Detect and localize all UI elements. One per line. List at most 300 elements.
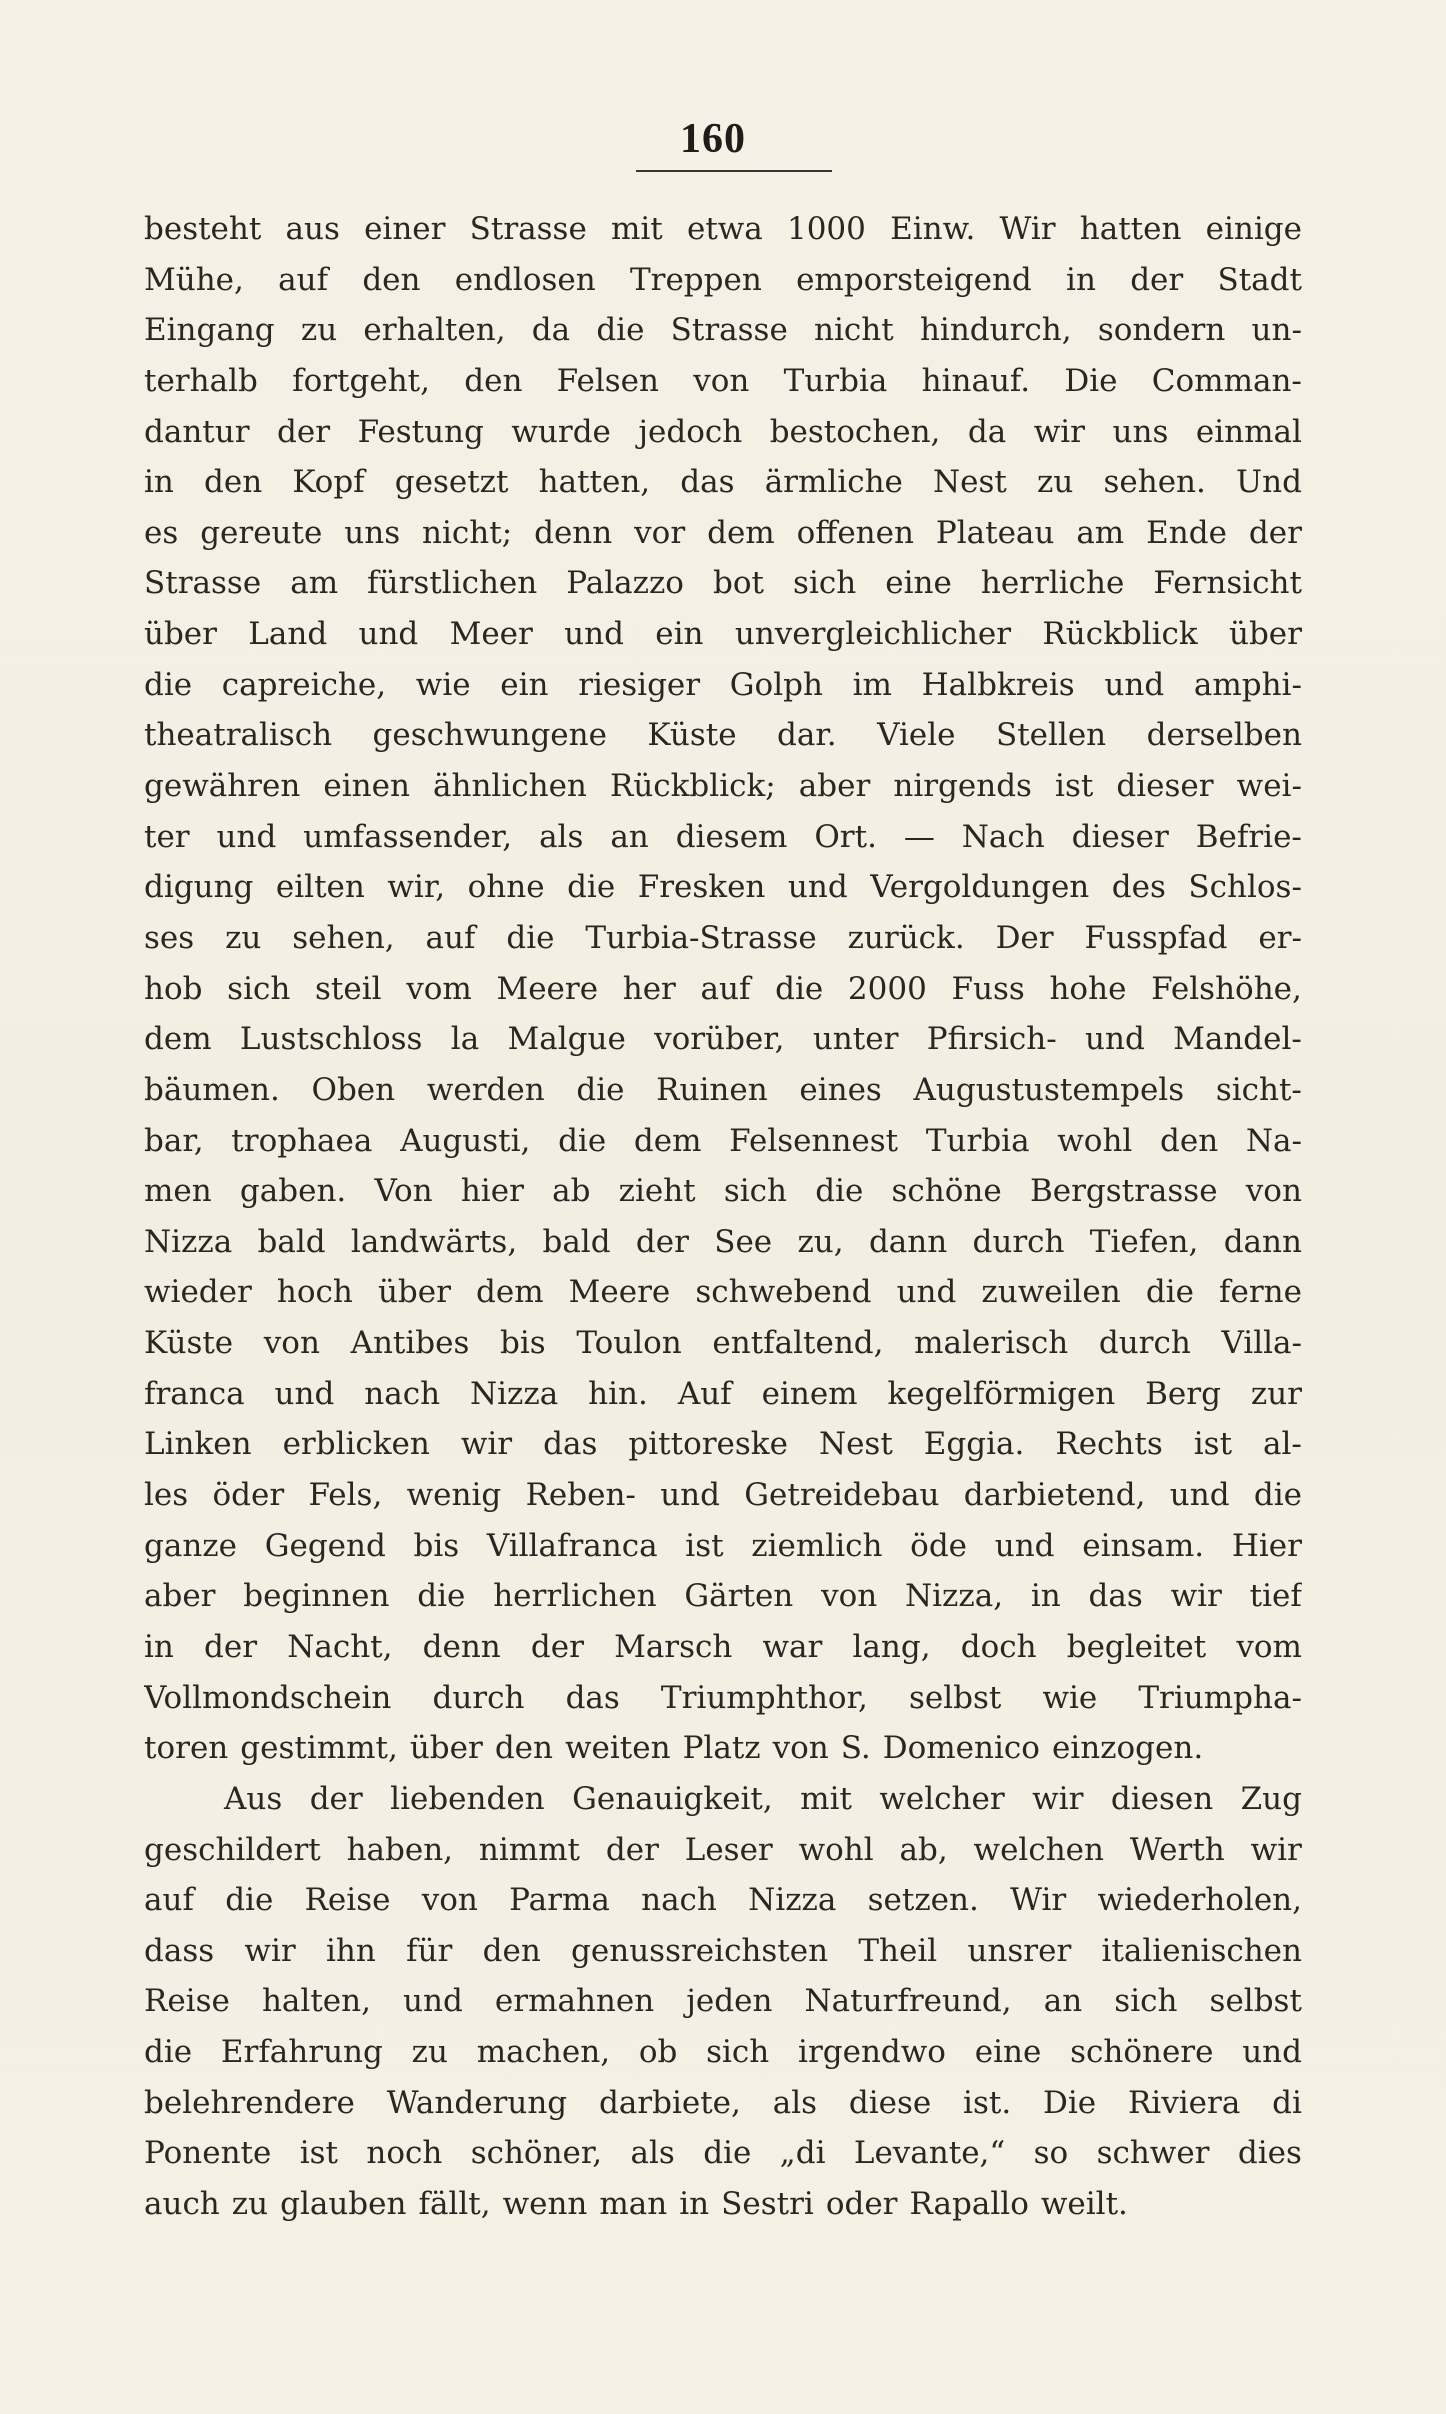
word: Turbia — [783, 362, 888, 399]
word: bald — [257, 1223, 326, 1260]
word: über — [1229, 616, 1302, 653]
text-line — [144, 305, 1302, 356]
word: sich — [706, 2034, 770, 2071]
word: bestochen, — [769, 413, 941, 450]
word: einige — [1205, 211, 1302, 247]
word: nach — [364, 1375, 441, 1412]
word: irgendwo — [798, 2034, 946, 2071]
word: von — [772, 1730, 829, 1767]
word: und — [1104, 666, 1165, 703]
page-number: 160 — [680, 116, 746, 162]
word: trophaea — [231, 1122, 373, 1159]
word: ein — [500, 666, 549, 703]
word: digung — [144, 869, 254, 906]
word: zu — [1037, 464, 1074, 501]
word: Bergstrasse — [1029, 1173, 1218, 1210]
word: zuweilen — [981, 1274, 1121, 1311]
text-line — [144, 1976, 1302, 2027]
word: Und — [1236, 464, 1302, 501]
word: ab, — [899, 1831, 948, 1868]
word: 2000 — [847, 970, 927, 1007]
word: das — [680, 464, 735, 501]
word: war — [762, 1628, 823, 1665]
word: Nizza — [470, 1375, 559, 1412]
word: die — [596, 312, 645, 349]
word: Genauigkeit, — [572, 1780, 773, 1817]
word: noch — [366, 2135, 443, 2172]
word: endlosen — [454, 261, 596, 298]
word: wenig — [406, 1477, 502, 1514]
word: in — [144, 1628, 174, 1665]
word: geschildert — [144, 1831, 321, 1868]
word: wir — [460, 1426, 513, 1463]
word: wir — [1170, 1578, 1222, 1615]
word: Erfahrung — [220, 2034, 383, 2071]
word: Ponente — [144, 2135, 272, 2172]
word: dass — [144, 1932, 215, 1969]
word: Platz — [682, 1730, 761, 1767]
word: nimmt — [478, 1831, 581, 1868]
word: er- — [1258, 919, 1302, 956]
text-line — [144, 457, 1302, 508]
word: Die — [1043, 2084, 1097, 2121]
word: auch — [144, 2185, 220, 2222]
word: von — [821, 1578, 878, 1615]
text-line — [144, 862, 1302, 913]
word: Land — [248, 616, 328, 653]
word: dieser — [1116, 768, 1214, 805]
word: aber — [144, 1578, 216, 1615]
text-line — [144, 812, 1302, 863]
word: wir — [1033, 413, 1086, 450]
word: Triumphthor, — [660, 1679, 868, 1716]
word: nach — [641, 1882, 717, 1919]
word: Wanderung — [386, 2084, 568, 2121]
word: der — [605, 1831, 659, 1868]
word: und — [1085, 1021, 1145, 1058]
word: fortgeht, — [292, 362, 430, 399]
word: der — [530, 1628, 584, 1665]
word: dem — [707, 514, 775, 551]
word: S. — [840, 1730, 871, 1767]
word: Felshöhe, — [1151, 970, 1302, 1007]
word: Nizza — [748, 1882, 837, 1919]
word: umfassender, — [303, 818, 513, 855]
word: schwer — [1096, 2135, 1210, 2172]
word: Strasse — [144, 565, 262, 602]
word: Na- — [1245, 1122, 1302, 1159]
word: Nest — [818, 1426, 893, 1463]
word: Tiefen, — [1089, 1223, 1199, 1260]
word: ohne — [467, 869, 545, 906]
word: ein — [655, 616, 704, 653]
text-line — [144, 255, 1302, 306]
word: die — [1145, 1274, 1194, 1311]
word: Linken — [144, 1426, 252, 1463]
word: sehen, — [292, 919, 395, 956]
text-line — [144, 1217, 1302, 1268]
word: genussreichsten — [571, 1932, 829, 1969]
word: der — [635, 1223, 689, 1260]
word: Lustschloss — [239, 1021, 423, 1058]
word: als — [772, 2084, 818, 2121]
word: schöne — [891, 1173, 1002, 1210]
word: man — [599, 2185, 668, 2222]
word: an — [610, 818, 649, 855]
word: über — [409, 1730, 483, 1767]
word: unvergleichlicher — [734, 616, 1012, 653]
word: liebenden — [390, 1780, 545, 1817]
word: landwärts, — [350, 1223, 518, 1260]
text-line — [144, 1318, 1302, 1369]
word: durch — [432, 1679, 525, 1716]
word: franca — [144, 1375, 245, 1412]
word: hohe — [1049, 970, 1127, 1007]
word: zu — [231, 2185, 269, 2222]
word: und — [787, 869, 848, 906]
word: lang, — [852, 1628, 931, 1665]
word: sich — [227, 970, 291, 1007]
word: wie — [415, 666, 471, 703]
word: bot — [713, 565, 764, 602]
word: durch — [1098, 1325, 1191, 1362]
word: eine — [885, 565, 952, 602]
word: ses — [144, 919, 195, 956]
word: Villafranca — [486, 1527, 658, 1564]
word: über — [377, 1274, 451, 1311]
word: weiten — [564, 1730, 671, 1767]
word: dies — [1237, 2135, 1302, 2172]
word: di — [1272, 2084, 1302, 2121]
word: einmal — [1195, 413, 1302, 450]
word: Plateau — [935, 514, 1055, 551]
word: Gärten — [684, 1578, 794, 1615]
word: belehrendere — [144, 2084, 355, 2121]
word: zu, — [797, 1223, 844, 1260]
word: bald — [542, 1223, 611, 1260]
word: hob — [144, 970, 203, 1007]
word: Kopf — [292, 464, 365, 501]
word: men — [144, 1173, 212, 1210]
word: Wir — [999, 211, 1056, 247]
word: ziemlich — [751, 1527, 883, 1564]
word: sondern — [1097, 312, 1226, 349]
text-line — [144, 1014, 1302, 1065]
text-line — [144, 407, 1302, 458]
word: Riviera — [1127, 2084, 1241, 2121]
word: Zug — [1240, 1780, 1302, 1817]
word: am — [1076, 514, 1125, 551]
word: Antibes — [350, 1325, 470, 1362]
word: 1000 — [786, 211, 866, 247]
word: Küste — [647, 717, 737, 754]
word: am — [290, 565, 339, 602]
word: einzogen. — [1051, 1730, 1204, 1767]
word: entfaltend, — [712, 1325, 884, 1362]
word: und — [1169, 1477, 1230, 1514]
text-line — [144, 1419, 1302, 1470]
word: auf — [700, 970, 751, 1007]
word: unter — [812, 1021, 899, 1058]
word: die — [558, 1122, 607, 1159]
word: denn — [534, 514, 613, 551]
word: die — [144, 666, 193, 703]
word: Strasse — [670, 312, 788, 349]
word: darbietend, — [963, 1477, 1146, 1514]
text-line — [144, 710, 1302, 761]
word: glauben — [280, 2185, 407, 2222]
word: oder — [825, 2185, 898, 2222]
word: die — [576, 1071, 625, 1108]
text-line — [144, 964, 1302, 1015]
word: zur — [1250, 1375, 1302, 1412]
word: Rückblick; — [609, 768, 776, 805]
word: von — [421, 1882, 478, 1919]
word: wurde — [511, 413, 611, 450]
word: Fels, — [308, 1477, 383, 1514]
word: toren — [144, 1730, 229, 1767]
word: denn — [422, 1628, 501, 1665]
word: gaben. — [239, 1173, 347, 1210]
word: den — [1160, 1122, 1219, 1159]
word: ganze — [144, 1527, 237, 1564]
word: Stadt — [1217, 261, 1302, 298]
word: Palazzo — [566, 565, 684, 602]
word: schwebend — [695, 1274, 872, 1311]
word: Reben- — [525, 1477, 636, 1514]
word: Vollmondschein — [144, 1679, 392, 1716]
word: der — [204, 1628, 258, 1665]
text-line — [144, 1166, 1302, 1217]
word: eilten — [275, 869, 365, 906]
word: wir — [1032, 1780, 1084, 1817]
word: Turbia — [925, 1122, 1030, 1159]
word: ähnlichen — [433, 768, 587, 805]
word: öde — [910, 1527, 968, 1564]
word: die — [775, 970, 824, 1007]
word: und — [358, 616, 419, 653]
word: öder — [212, 1477, 285, 1514]
word: Ruinen — [656, 1071, 768, 1108]
word: herrlichen — [493, 1578, 657, 1615]
word: jeden — [686, 1983, 773, 2020]
word: Fernsicht — [1153, 565, 1302, 602]
word: mit — [611, 211, 663, 247]
word: Reise — [304, 1882, 391, 1919]
word: Nest — [933, 464, 1007, 501]
word: die — [815, 1173, 864, 1210]
word: ab — [552, 1173, 591, 1210]
word: ist. — [963, 2084, 1012, 2121]
word: vom — [406, 970, 472, 1007]
word: See — [714, 1223, 773, 1260]
word: wohl — [1057, 1122, 1133, 1159]
text-line — [144, 2128, 1302, 2179]
word: ist — [685, 1527, 724, 1564]
word: nicht — [814, 312, 894, 349]
word: so — [1033, 2135, 1069, 2172]
text-line — [144, 1825, 1302, 1876]
text-line — [144, 1369, 1302, 1420]
text-line — [144, 761, 1302, 812]
word: Getreidebau — [744, 1477, 940, 1514]
word: hatten — [1079, 211, 1182, 247]
word: das — [565, 1679, 620, 1716]
word: etwa — [686, 211, 763, 247]
word: ferne — [1219, 1274, 1302, 1311]
word: und — [564, 616, 624, 653]
word: Gegend — [264, 1527, 386, 1564]
word: über — [144, 616, 217, 653]
word: Toulon — [576, 1325, 682, 1362]
word: die — [506, 919, 555, 956]
word: vorüber, — [654, 1021, 785, 1058]
word: von — [693, 362, 750, 399]
word: als — [539, 818, 584, 855]
word: gesetzt — [394, 464, 509, 501]
word: haben, — [346, 1831, 454, 1868]
word: diesen — [1110, 1780, 1214, 1817]
text-line — [144, 2179, 1302, 2230]
word: jedoch — [638, 413, 743, 450]
word: eine — [974, 2034, 1042, 2071]
word: den — [464, 362, 523, 399]
word: dem — [633, 1122, 702, 1159]
word: gereute — [200, 514, 323, 551]
word: in — [1066, 261, 1096, 298]
word: von — [263, 1325, 320, 1362]
word: Theil — [858, 1932, 938, 1969]
text-line — [144, 609, 1302, 660]
word: geschwungene — [372, 717, 607, 754]
word: und — [994, 1527, 1055, 1564]
word: Naturfreund, — [804, 1983, 1012, 2020]
word: den — [362, 261, 421, 298]
word: des — [1111, 869, 1166, 906]
text-line — [144, 1065, 1302, 1116]
word: „di — [779, 2135, 826, 2172]
word: italienischen — [1101, 1932, 1302, 1969]
word: wenn — [502, 2185, 588, 2222]
text-line — [144, 1673, 1302, 1724]
word: Reise — [144, 1983, 230, 2020]
word: begleitet — [1066, 1628, 1207, 1665]
word: ob — [638, 2034, 678, 2071]
word: Treppen — [629, 261, 762, 298]
word: Eingang — [144, 312, 275, 349]
word: Fresken — [637, 869, 766, 906]
word: herrliche — [980, 565, 1125, 602]
word: terhalb — [144, 362, 258, 399]
word: sich — [723, 1173, 787, 1210]
word: Von — [374, 1173, 433, 1210]
word: in — [144, 464, 174, 501]
word: her — [622, 970, 676, 1007]
word: zu — [225, 919, 262, 956]
text-line — [144, 1622, 1302, 1673]
word: aber — [798, 768, 871, 805]
word: Eggia. — [923, 1426, 1025, 1463]
word: amphi- — [1193, 666, 1302, 703]
word: der — [309, 1780, 363, 1817]
word: ist — [1193, 1426, 1233, 1463]
word: Stellen — [995, 717, 1107, 754]
word: dieser — [1071, 818, 1169, 855]
word: Die — [1064, 362, 1118, 399]
word: riesiger — [578, 666, 701, 703]
word: halten, — [261, 1983, 371, 2020]
word: dar. — [777, 717, 837, 754]
word: sich — [793, 565, 857, 602]
word: in — [679, 2185, 710, 2222]
text-line — [144, 356, 1302, 407]
word: im — [852, 666, 892, 703]
text-line — [144, 1267, 1302, 1318]
word: weilt. — [1040, 2185, 1128, 2222]
word: das — [543, 1426, 598, 1463]
word: Rückblick — [1042, 616, 1198, 653]
word: ermahnen — [494, 1983, 655, 2020]
word: Aus — [224, 1780, 283, 1817]
body-text — [144, 204, 1302, 2230]
word: dantur — [144, 413, 250, 450]
word: hier — [460, 1173, 524, 1210]
word: und — [660, 1477, 720, 1514]
word: den — [482, 1932, 541, 1969]
word: dem — [476, 1274, 544, 1311]
word: Marsch — [614, 1628, 733, 1665]
word: emporsteigend — [796, 261, 1032, 298]
word: auf — [425, 919, 476, 956]
word: Strasse — [469, 211, 587, 247]
word: bäumen. — [144, 1071, 280, 1108]
word: Leser — [684, 1831, 773, 1868]
word: Sestri — [721, 2185, 814, 2222]
word: und — [896, 1274, 957, 1311]
word: uns — [344, 514, 401, 551]
word: Augusti, — [400, 1122, 531, 1159]
word: wie — [1042, 1679, 1098, 1716]
word: ist — [299, 2135, 338, 2172]
word: ihn — [325, 1932, 376, 1969]
word: zurück. — [847, 919, 965, 956]
text-line — [144, 1470, 1302, 1521]
word: Befrie- — [1195, 818, 1302, 855]
word: malerisch — [914, 1325, 1069, 1362]
word: die — [417, 1578, 466, 1615]
word: Rechts — [1055, 1426, 1163, 1463]
word: wir — [244, 1932, 296, 1969]
header-rule — [636, 170, 832, 172]
word: Auf — [677, 1375, 732, 1412]
word: Nizza — [144, 1223, 233, 1260]
word: dann — [1223, 1223, 1302, 1260]
word: Berg — [1145, 1375, 1221, 1412]
word: Der — [995, 919, 1054, 956]
word: an — [1043, 1983, 1083, 2020]
text-line — [144, 508, 1302, 559]
word: welchen — [973, 1831, 1104, 1868]
word: Meere — [568, 1274, 671, 1311]
word: Ort. — [814, 818, 877, 855]
word: Meere — [496, 970, 599, 1007]
word: uns — [1112, 413, 1169, 450]
word: diesem — [675, 818, 788, 855]
word: — — [903, 818, 935, 855]
word: Augustustempels — [913, 1071, 1185, 1108]
word: Domenico — [882, 1730, 1040, 1767]
word: da — [967, 413, 1007, 450]
